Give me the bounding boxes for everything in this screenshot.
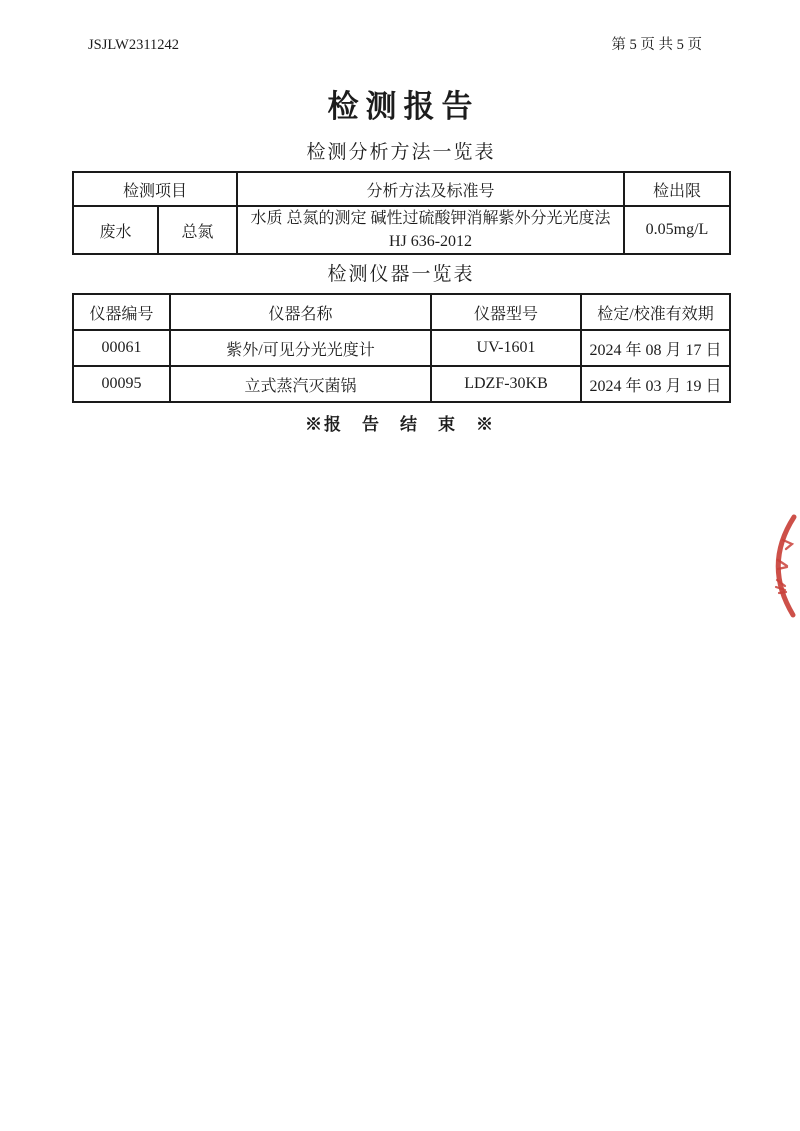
method-table-caption: 检测分析方法一览表	[306, 142, 496, 163]
col-header-test-item: 检测项目	[73, 172, 237, 206]
col-header-instrument-no: 仪器编号	[73, 294, 170, 330]
calibration-validity-cell: 2024 年 03 月 19 日	[581, 366, 730, 402]
calibration-validity-cell: 2024 年 08 月 17 日	[581, 330, 730, 366]
col-header-instrument-name: 仪器名称	[170, 294, 431, 330]
method-table-header-row	[73, 172, 730, 206]
instrument-model-cell: UV-1601	[431, 330, 581, 366]
sample-type-cell: 废水	[73, 206, 158, 254]
col-header-calibration-validity: 检定/校准有效期	[581, 294, 730, 330]
instrument-table-caption: 检测仪器一览表	[327, 264, 475, 285]
document-header	[88, 33, 702, 54]
instrument-name-cell: 紫外/可见分光光度计	[170, 330, 431, 366]
col-header-analysis-method: 分析方法及标准号	[237, 172, 624, 206]
parameter-cell: 总氮	[158, 206, 237, 254]
detection-limit-cell: 0.05mg/L	[624, 206, 730, 254]
official-seal-stamp	[752, 502, 800, 627]
instrument-no-cell: 00061	[73, 330, 170, 366]
report-title: 检测报告	[327, 89, 480, 124]
page-indicator: 第 5 页 共 5 页	[611, 37, 702, 53]
method-standard-cell: 水质 总氮的测定 碱性过硫酸钾消解紫外分光光度法 HJ 636-2012	[237, 206, 624, 254]
col-header-detection-limit: 检出限	[624, 172, 730, 206]
instrument-table	[72, 293, 731, 403]
instrument-row	[73, 330, 730, 366]
instrument-model-cell: LDZF-30KB	[431, 366, 581, 402]
instrument-table-header-row	[73, 294, 730, 330]
method-table-row	[73, 206, 730, 254]
instrument-row	[73, 366, 730, 402]
col-header-instrument-model: 仪器型号	[431, 294, 581, 330]
instrument-no-cell: 00095	[73, 366, 170, 402]
report-number: JSJLW2311242	[88, 37, 180, 53]
method-table	[72, 171, 731, 255]
instrument-name-cell: 立式蒸汽灭菌锅	[170, 366, 431, 402]
report-end-note: ※报 告 结 束 ※	[305, 415, 495, 434]
